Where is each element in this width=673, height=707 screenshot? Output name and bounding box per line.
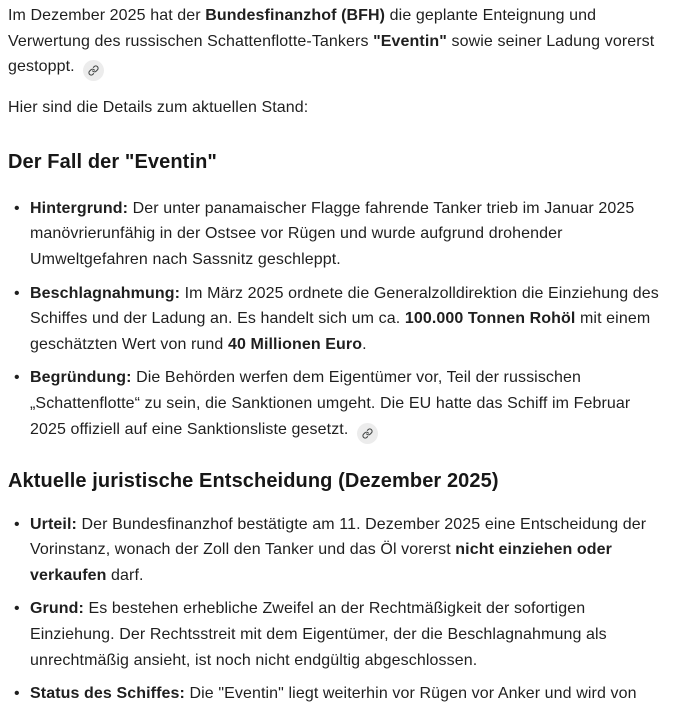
list-item (8, 365, 665, 443)
text-run: Der Bundesfinanzhof bestätigte am 11. Dezember 2025 eine Entscheidung der Vorinstanz, wonach der Zoll den Tanker und das Öl vorerst (30, 515, 647, 559)
text-run: . (362, 335, 367, 353)
bold-text-run: 100.000 Tonnen Rohöl (404, 310, 576, 328)
bold-text-run: "Eventin" (373, 32, 447, 50)
bold-text-run: Hintergrund: (30, 199, 129, 217)
list-item (8, 512, 665, 589)
text-run: Im März 2025 ordnete die Generalzolldirektion die Einziehung des Schiffes und der Ladung an. Es handelt sich um ca. (30, 284, 659, 328)
link-icon (88, 65, 99, 76)
bold-text-run: Beschlagnahmung: (30, 284, 181, 302)
bold-text-run: nicht einziehen oder verkaufen (30, 541, 612, 584)
section-heading-eventin-case: Der Fall der "Eventin" (8, 150, 217, 173)
list-item (8, 196, 665, 273)
list-item (8, 596, 665, 673)
citation-chip[interactable] (357, 423, 378, 444)
bold-text-run: Urteil: (30, 515, 77, 533)
text-run: Es bestehen erhebliche Zweifel an der Rechtmäßigkeit der sofortigen Einziehung. Der Rechtsstreit mit dem Eigentümer, der die Beschlagnahmung als unrechtmäßig ansieht, ist noch nicht endgültig abgeschlossen. (30, 600, 607, 669)
text-run: darf. (106, 566, 144, 584)
intro-paragraph (8, 3, 665, 81)
bold-text-run: Bundesfinanzhof (BFH) (205, 7, 386, 24)
bold-text-run: Status des Schiffes: (30, 685, 185, 703)
text-run: sowie seiner Ladung vorerst gestoppt. (8, 32, 655, 76)
citation-chip[interactable] (83, 60, 104, 81)
section-heading-legal-decision: Aktuelle juristische Entscheidung (Dezember 2025) (8, 469, 499, 492)
text-run: Die Behörden werfen dem Eigentümer vor, Teil der russischen „Schattenflotte“ zu sein, die Sanktionen umgeht. Die EU hatte das Schiff im Februar 2025 offiziell auf eine Sanktionsliste gesetzt. (30, 369, 631, 438)
text-run: Im Dezember 2025 hat der (8, 7, 206, 24)
lead-paragraph: Hier sind die Details zum aktuellen Stand: (8, 99, 309, 117)
bullet-list-legal-decision (8, 512, 665, 707)
text-run: Die "Eventin" liegt weiterhin vor Rügen vor Anker und wird von (184, 685, 637, 703)
list-item (8, 681, 665, 707)
bullet-list-case-details (8, 196, 665, 444)
bold-text-run: Grund: (30, 600, 84, 618)
text-run: mit einem geschätzten Wert von rund (30, 310, 651, 353)
bold-text-run: 40 Millionen Euro (227, 335, 363, 353)
list-item (8, 281, 665, 358)
link-icon (362, 428, 373, 439)
text-run: die geplante Enteignung und Verwertung des russischen Schattenflotte-Tankers (8, 7, 597, 50)
text-run: Der unter panamaischer Flagge fahrende Tanker trieb im Januar 2025 manövrierunfähig in der Ostsee vor Rügen und wurde aufgrund drohender Umweltgefahren nach Sassnitz geschleppt. (30, 199, 635, 268)
bold-text-run: Begründung: (30, 369, 132, 387)
